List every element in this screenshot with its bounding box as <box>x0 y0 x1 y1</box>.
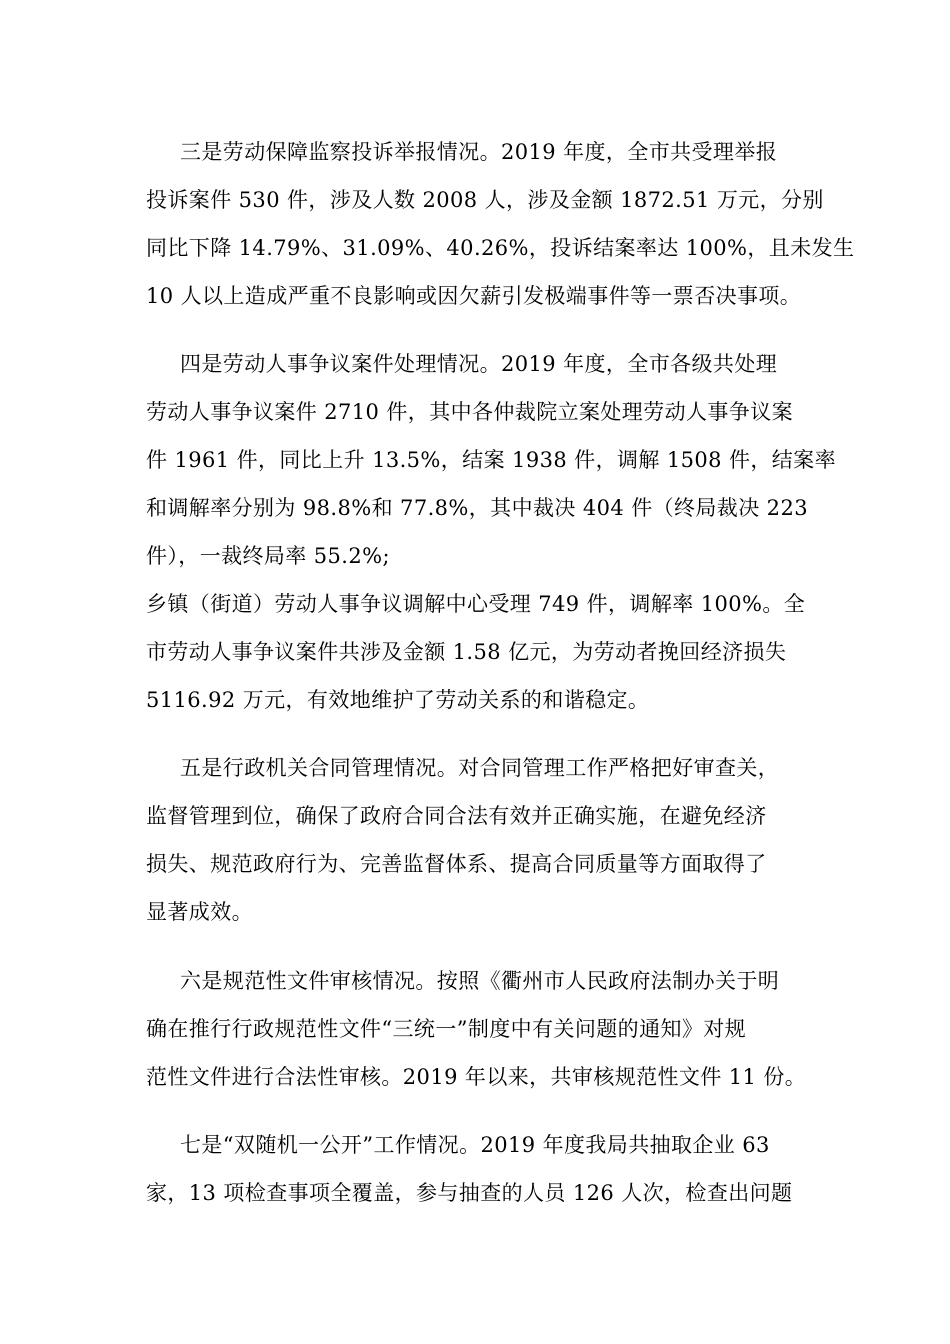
paragraph-6-line-1: 七是“双随机一公开”工作情况。2019 年度我局共抽取企业 63 <box>180 1133 770 1157</box>
paragraph-5-line-3: 范性文件进行合法性审核。2019 年以来，共审核规范性文件 11 份。 <box>146 1065 807 1089</box>
paragraph-1-line-4: 10 人以上造成严重不良影响或因欠薪引发极端事件等一票否决事项。 <box>146 284 802 308</box>
paragraph-3-line-2: 市劳动人事争议案件共涉及金额 1.58 亿元，为劳动者挽回经济损失 <box>146 640 787 664</box>
paragraph-1-line-3: 同比下降 14.79%、31.09%、40.26%，投诉结案率达 100%，且未发生 <box>146 236 855 260</box>
paragraph-1-line-2: 投诉案件 530 件，涉及人数 2008 人，涉及金额 1872.51 万元，分别 <box>146 188 824 212</box>
paragraph-4-line-4: 显著成效。 <box>146 900 253 924</box>
paragraph-1-line-1: 三是劳动保障监察投诉举报情况。2019 年度，全市共受理举报 <box>180 140 778 164</box>
paragraph-6-line-2: 家，13 项检查事项全覆盖，参与抽查的人员 126 人次，检查出问题 <box>146 1181 793 1205</box>
paragraph-4-line-2: 监督管理到位，确保了政府合同合法有效并正确实施，在避免经济 <box>146 804 767 828</box>
paragraph-5-line-2: 确在推行行政规范性文件“三统一”制度中有关问题的通知》对规 <box>146 1017 747 1041</box>
paragraph-2-line-2: 劳动人事争议案件 2710 件，其中各仲裁院立案处理劳动人事争议案 <box>146 400 793 424</box>
paragraph-3-line-3: 5116.92 万元，有效地维护了劳动关系的和谐稳定。 <box>146 688 650 712</box>
paragraph-4-line-3: 损失、规范政府行为、完善监督体系、提高合同质量等方面取得了 <box>146 852 767 876</box>
paragraph-2-line-5: 件），一裁终局率 55.2%; <box>146 544 390 568</box>
paragraph-2-line-3: 件 1961 件，同比上升 13.5%，结案 1938 件，调解 1508 件，结案率 <box>146 448 836 472</box>
paragraph-4-line-1: 五是行政机关合同管理情况。对合同管理工作严格把好审查关， <box>180 756 780 780</box>
paragraph-2-line-1: 四是劳动人事争议案件处理情况。2019 年度，全市各级共处理 <box>180 352 778 376</box>
paragraph-3-line-1: 乡镇（街道）劳动人事争议调解中心受理 749 件，调解率 100%。全 <box>146 592 806 616</box>
paragraph-2-line-4: 和调解率分别为 98.8%和 77.8%，其中裁决 404 件（终局裁决 223 <box>146 496 808 520</box>
paragraph-5-line-1: 六是规范性文件审核情况。按照《衢州市人民政府法制办关于明 <box>180 969 780 993</box>
